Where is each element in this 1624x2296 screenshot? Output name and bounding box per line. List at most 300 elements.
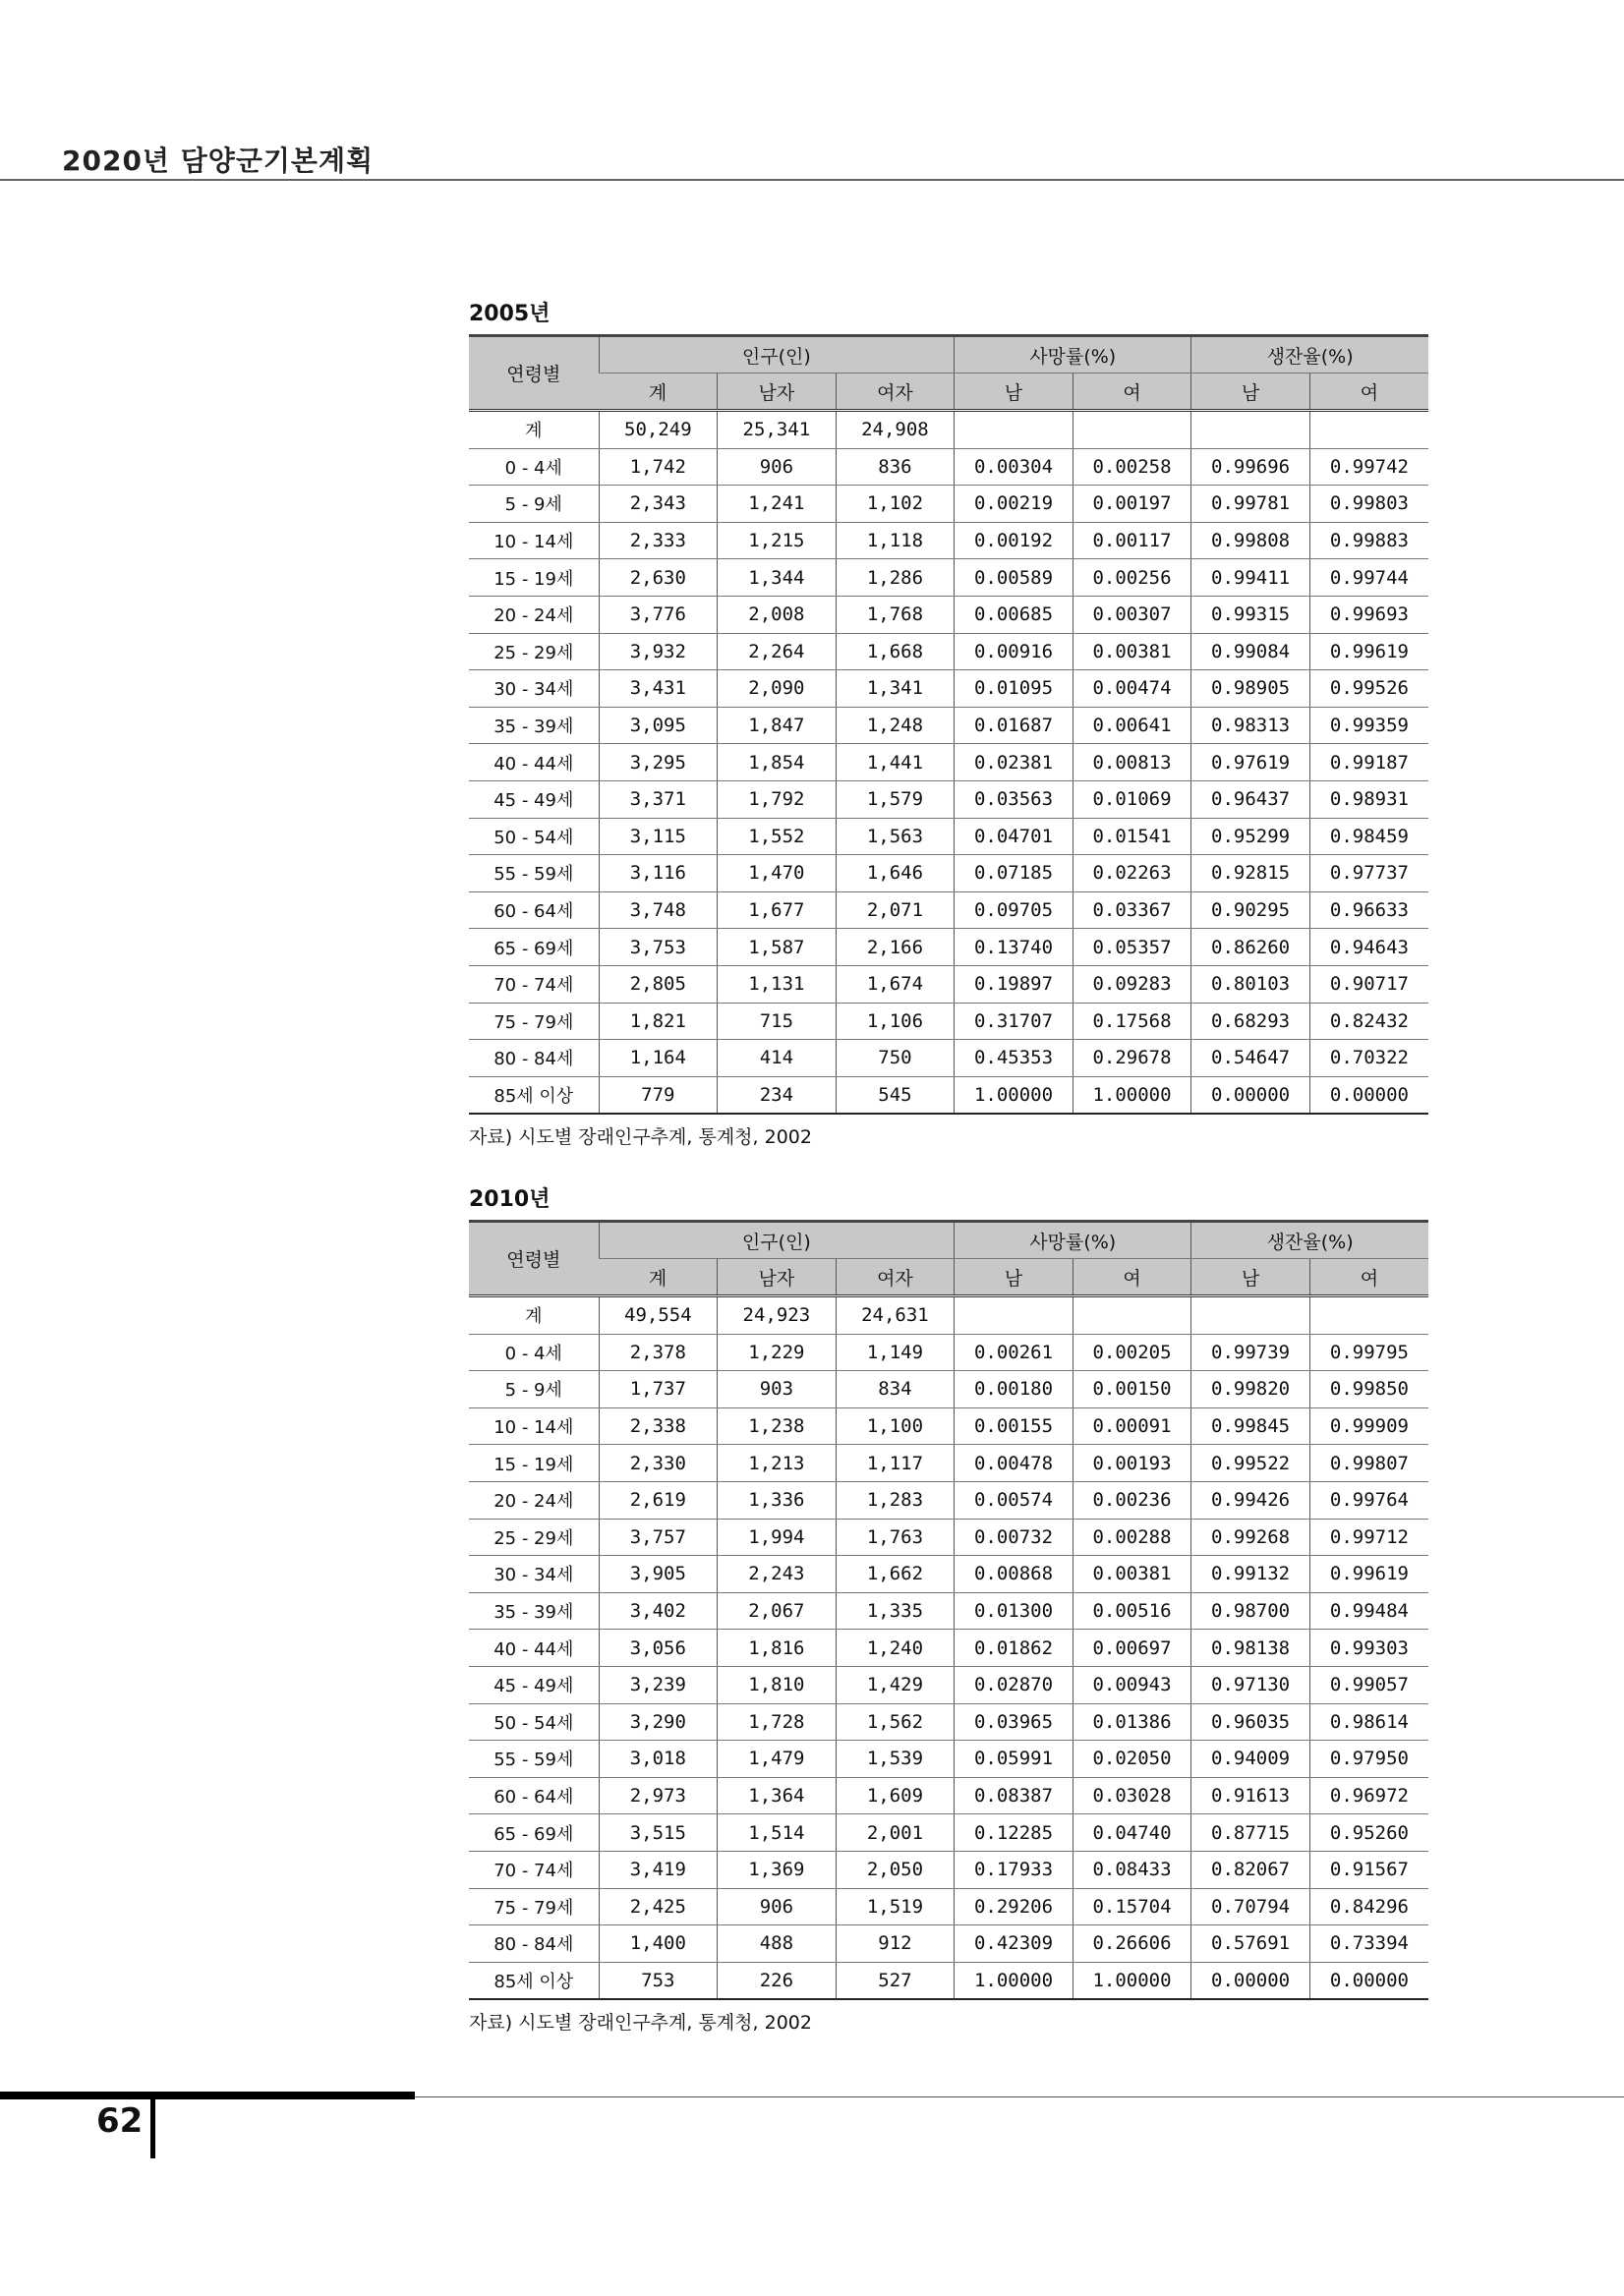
table-cell: 779 — [599, 1076, 718, 1114]
table-cell: 1,674 — [836, 965, 955, 1003]
table-cell: 1,737 — [599, 1371, 718, 1408]
header-divider — [0, 179, 1624, 181]
table-cell: 0.99057 — [1309, 1666, 1428, 1703]
table-cell: 1,441 — [836, 744, 955, 781]
table-cell: 0.99781 — [1191, 486, 1310, 523]
source-note-2005: 자료) 시도별 장래인구추계, 통계청, 2002 — [469, 1126, 812, 1148]
table-cell: 1,816 — [718, 1630, 837, 1667]
table-cell: 0.91613 — [1191, 1777, 1310, 1814]
table-row — [469, 486, 1428, 523]
page-number-divider — [150, 2097, 155, 2158]
table-cell: 1,117 — [836, 1445, 955, 1482]
table-row — [469, 448, 1428, 486]
table-cell: 234 — [718, 1076, 837, 1114]
table-cell: 912 — [836, 1925, 955, 1963]
table-cell: 0.00868 — [955, 1556, 1073, 1593]
age-group-cell: 20 - 24세 — [469, 1481, 599, 1519]
table-cell: 0.00155 — [955, 1407, 1073, 1445]
table-cell: 0.01541 — [1073, 818, 1191, 855]
table-cell: 2,630 — [599, 559, 718, 597]
table-cell: 2,343 — [599, 486, 718, 523]
age-group-cell: 20 - 24세 — [469, 596, 599, 633]
table-cell: 0.00205 — [1073, 1334, 1191, 1371]
table-cell: 3,932 — [599, 633, 718, 670]
table-cell: 0.99850 — [1309, 1371, 1428, 1408]
table-cell: 1.00000 — [1073, 1076, 1191, 1114]
table-cell: 0.00478 — [955, 1445, 1073, 1482]
table-cell: 3,757 — [599, 1519, 718, 1556]
table-cell: 0.05357 — [1073, 929, 1191, 966]
table-cell: 1,335 — [836, 1592, 955, 1630]
table-cell: 906 — [718, 1888, 837, 1925]
table-cell: 906 — [718, 448, 837, 486]
table-cell: 1,238 — [718, 1407, 837, 1445]
table-cell: 0.99742 — [1309, 448, 1428, 486]
table-row — [469, 855, 1428, 892]
table-cell: 0.00091 — [1073, 1407, 1191, 1445]
table-row — [469, 1592, 1428, 1630]
table-cell: 2,338 — [599, 1407, 718, 1445]
table-row — [469, 1814, 1428, 1852]
mortality-female-header: 여 — [1073, 1259, 1191, 1296]
table-cell: 0.00180 — [955, 1371, 1073, 1408]
age-group-cell: 25 - 29세 — [469, 633, 599, 670]
table-cell: 0.13740 — [955, 929, 1073, 966]
table-cell: 0.26606 — [1073, 1925, 1191, 1963]
table-cell: 0.99526 — [1309, 670, 1428, 708]
age-group-cell: 10 - 14세 — [469, 522, 599, 559]
table-cell: 0.98931 — [1309, 780, 1428, 818]
age-group-cell: 10 - 14세 — [469, 1407, 599, 1445]
table-cell: 0.96633 — [1309, 891, 1428, 929]
table-cell: 0.02870 — [955, 1666, 1073, 1703]
table-row — [469, 1741, 1428, 1778]
table-cell: 1,728 — [718, 1703, 837, 1741]
table-row — [469, 707, 1428, 744]
table-cell: 0.80103 — [1191, 965, 1310, 1003]
table-cell: 3,239 — [599, 1666, 718, 1703]
age-group-cell: 75 - 79세 — [469, 1888, 599, 1925]
age-group-cell: 85세 이상 — [469, 1076, 599, 1114]
table-cell: 2,619 — [599, 1481, 718, 1519]
table-cell: 1,854 — [718, 744, 837, 781]
table-cell: 0.82067 — [1191, 1851, 1310, 1888]
survival-male-header: 남 — [1191, 373, 1310, 411]
age-group-cell: 45 - 49세 — [469, 780, 599, 818]
table-cell: 3,371 — [599, 780, 718, 818]
table-cell: 0.99803 — [1309, 486, 1428, 523]
table-cell: 0.00516 — [1073, 1592, 1191, 1630]
table-cell — [1309, 411, 1428, 449]
table-cell: 2,071 — [836, 891, 955, 929]
table-total-row — [469, 1296, 1428, 1335]
table-cell: 0.00589 — [955, 559, 1073, 597]
age-group-cell: 40 - 44세 — [469, 1630, 599, 1667]
survival-group-header: 생잔율(%) — [1191, 1222, 1428, 1259]
table-cell: 1,248 — [836, 707, 955, 744]
table-cell — [1309, 1296, 1428, 1335]
table-cell: 0.02381 — [955, 744, 1073, 781]
table-cell: 1,609 — [836, 1777, 955, 1814]
table-cell: 0.98905 — [1191, 670, 1310, 708]
population-group-header: 인구(인) — [599, 336, 955, 373]
age-group-cell: 30 - 34세 — [469, 1556, 599, 1593]
table-cell: 0.99484 — [1309, 1592, 1428, 1630]
table-row — [469, 1666, 1428, 1703]
table-cell: 3,905 — [599, 1556, 718, 1593]
table-cell: 3,776 — [599, 596, 718, 633]
source-note-2010: 자료) 시도별 장래인구추계, 통계청, 2002 — [469, 2012, 812, 2034]
table-cell: 1,149 — [836, 1334, 955, 1371]
table-cell: 0.99522 — [1191, 1445, 1310, 1482]
table-cell: 0.94643 — [1309, 929, 1428, 966]
table-cell: 1.00000 — [955, 1962, 1073, 1999]
table-row — [469, 596, 1428, 633]
table-cell: 0.99712 — [1309, 1519, 1428, 1556]
table-row — [469, 1481, 1428, 1519]
table-cell: 0.99187 — [1309, 744, 1428, 781]
age-group-cell: 50 - 54세 — [469, 818, 599, 855]
table-cell: 0.98614 — [1309, 1703, 1428, 1741]
table-cell: 0.03028 — [1073, 1777, 1191, 1814]
table-row — [469, 929, 1428, 966]
table-row — [469, 818, 1428, 855]
table-cell: 0.98459 — [1309, 818, 1428, 855]
table-row — [469, 1888, 1428, 1925]
survival-female-header: 여 — [1309, 1259, 1428, 1296]
table-cell: 1,369 — [718, 1851, 837, 1888]
table-cell: 0.05991 — [955, 1741, 1073, 1778]
table-cell: 50,249 — [599, 411, 718, 449]
table-cell: 3,748 — [599, 891, 718, 929]
table-cell: 0.97950 — [1309, 1741, 1428, 1778]
table-cell: 1,400 — [599, 1925, 718, 1963]
table-cell: 0.00000 — [1309, 1076, 1428, 1114]
table-cell — [1073, 411, 1191, 449]
table-row — [469, 1851, 1428, 1888]
table-cell: 24,908 — [836, 411, 955, 449]
total-column-header: 계 — [599, 1259, 718, 1296]
table-cell: 0.99696 — [1191, 448, 1310, 486]
table-row — [469, 1519, 1428, 1556]
table-cell: 1,283 — [836, 1481, 955, 1519]
total-column-header: 계 — [599, 373, 718, 411]
table-row — [469, 1040, 1428, 1077]
age-group-cell: 70 - 74세 — [469, 965, 599, 1003]
survival-group-header: 생잔율(%) — [1191, 336, 1428, 373]
table-cell — [955, 411, 1073, 449]
table-cell: 1,742 — [599, 448, 718, 486]
age-group-cell: 25 - 29세 — [469, 1519, 599, 1556]
table-cell: 0.19897 — [955, 965, 1073, 1003]
table-cell: 1,100 — [836, 1407, 955, 1445]
table-cell: 0.95299 — [1191, 818, 1310, 855]
age-group-cell: 5 - 9세 — [469, 1371, 599, 1408]
age-group-cell: 15 - 19세 — [469, 1445, 599, 1482]
table-cell: 2,166 — [836, 929, 955, 966]
table-cell: 2,001 — [836, 1814, 955, 1852]
table-cell: 0.00258 — [1073, 448, 1191, 486]
table-cell: 0.86260 — [1191, 929, 1310, 966]
table-row — [469, 670, 1428, 708]
table-cell: 0.91567 — [1309, 1851, 1428, 1888]
table-cell: 0.99359 — [1309, 707, 1428, 744]
table-cell: 3,095 — [599, 707, 718, 744]
table-cell: 0.12285 — [955, 1814, 1073, 1852]
age-group-cell: 0 - 4세 — [469, 448, 599, 486]
table-cell: 0.70322 — [1309, 1040, 1428, 1077]
table-cell: 0.96437 — [1191, 780, 1310, 818]
footer-bar — [0, 2092, 415, 2099]
table-cell — [955, 1296, 1073, 1335]
age-column-header: 연령별 — [469, 336, 599, 411]
table-cell: 1.00000 — [955, 1076, 1073, 1114]
table-cell: 1,429 — [836, 1666, 955, 1703]
table-cell: 527 — [836, 1962, 955, 1999]
table-cell: 1,118 — [836, 522, 955, 559]
table-cell: 1,131 — [718, 965, 837, 1003]
table-cell: 1,102 — [836, 486, 955, 523]
table-cell: 0.01300 — [955, 1592, 1073, 1630]
table-cell: 1,514 — [718, 1814, 837, 1852]
table-row — [469, 1630, 1428, 1667]
table-cell: 226 — [718, 1962, 837, 1999]
age-group-cell: 계 — [469, 1296, 599, 1335]
table-cell: 0.99411 — [1191, 559, 1310, 597]
table-row — [469, 1925, 1428, 1963]
mortality-male-header: 남 — [955, 1259, 1073, 1296]
table-cell: 1,563 — [836, 818, 955, 855]
table-row — [469, 744, 1428, 781]
table-cell: 1,579 — [836, 780, 955, 818]
table-cell: 0.07185 — [955, 855, 1073, 892]
table-cell: 1,646 — [836, 855, 955, 892]
table-cell: 0.09705 — [955, 891, 1073, 929]
table-cell: 0.99303 — [1309, 1630, 1428, 1667]
population-group-header: 인구(인) — [599, 1222, 955, 1259]
table-cell: 1,668 — [836, 633, 955, 670]
table-cell: 0.99268 — [1191, 1519, 1310, 1556]
age-group-cell: 0 - 4세 — [469, 1334, 599, 1371]
table-cell: 1,240 — [836, 1630, 955, 1667]
section-title-2010: 2010년 — [469, 1187, 551, 1212]
mortality-group-header: 사망률(%) — [955, 336, 1191, 373]
table-cell: 0.00219 — [955, 486, 1073, 523]
table-cell: 2,973 — [599, 1777, 718, 1814]
table-cell: 1,768 — [836, 596, 955, 633]
table-cell: 0.97619 — [1191, 744, 1310, 781]
table-cell: 1,562 — [836, 1703, 955, 1741]
footer-divider — [415, 2096, 1624, 2097]
table-cell: 0.96972 — [1309, 1777, 1428, 1814]
table-cell: 0.99132 — [1191, 1556, 1310, 1593]
table-cell: 0.45353 — [955, 1040, 1073, 1077]
table-cell: 0.00381 — [1073, 633, 1191, 670]
table-cell: 0.97130 — [1191, 1666, 1310, 1703]
table-cell: 0.94009 — [1191, 1741, 1310, 1778]
age-group-cell: 55 - 59세 — [469, 855, 599, 892]
table-cell: 0.99744 — [1309, 559, 1428, 597]
table-cell: 0.96035 — [1191, 1703, 1310, 1741]
age-group-cell: 65 - 69세 — [469, 1814, 599, 1852]
table-cell: 24,631 — [836, 1296, 955, 1335]
table-cell: 2,050 — [836, 1851, 955, 1888]
table-cell: 0.17568 — [1073, 1003, 1191, 1040]
age-group-cell: 70 - 74세 — [469, 1851, 599, 1888]
age-column-header: 연령별 — [469, 1222, 599, 1296]
table-row — [469, 1703, 1428, 1741]
age-group-cell: 5 - 9세 — [469, 486, 599, 523]
table-cell: 0.99426 — [1191, 1481, 1310, 1519]
table-cell: 25,341 — [718, 411, 837, 449]
table-cell: 3,402 — [599, 1592, 718, 1630]
table-cell: 0.00307 — [1073, 596, 1191, 633]
table-cell: 1,229 — [718, 1334, 837, 1371]
table-cell: 0.09283 — [1073, 965, 1191, 1003]
table-cell: 1,519 — [836, 1888, 955, 1925]
table-cell: 0.29206 — [955, 1888, 1073, 1925]
female-column-header: 여자 — [836, 373, 955, 411]
table-cell: 1,341 — [836, 670, 955, 708]
male-column-header: 남자 — [718, 373, 837, 411]
table-cell: 0.98313 — [1191, 707, 1310, 744]
table-cell — [1191, 1296, 1310, 1335]
table-cell: 0.00474 — [1073, 670, 1191, 708]
age-group-cell: 80 - 84세 — [469, 1925, 599, 1963]
table-cell: 545 — [836, 1076, 955, 1114]
age-group-cell: 60 - 64세 — [469, 891, 599, 929]
table-cell: 1,552 — [718, 818, 837, 855]
table-cell: 0.01069 — [1073, 780, 1191, 818]
table-cell — [1073, 1296, 1191, 1335]
table-cell: 2,425 — [599, 1888, 718, 1925]
table-cell: 0.54647 — [1191, 1040, 1310, 1077]
table-cell: 753 — [599, 1962, 718, 1999]
table-cell: 2,243 — [718, 1556, 837, 1593]
table-row — [469, 1445, 1428, 1482]
table-cell: 1,479 — [718, 1741, 837, 1778]
table-cell: 1,994 — [718, 1519, 837, 1556]
age-group-cell: 30 - 34세 — [469, 670, 599, 708]
table-cell: 0.01862 — [955, 1630, 1073, 1667]
table-cell: 1,763 — [836, 1519, 955, 1556]
table-cell: 0.87715 — [1191, 1814, 1310, 1852]
table-cell: 0.00000 — [1191, 1076, 1310, 1114]
table-cell: 0.31707 — [955, 1003, 1073, 1040]
table-cell: 2,805 — [599, 965, 718, 1003]
table-cell: 2,378 — [599, 1334, 718, 1371]
table-cell: 0.00193 — [1073, 1445, 1191, 1482]
table-cell: 1,336 — [718, 1481, 837, 1519]
table-cell: 0.00685 — [955, 596, 1073, 633]
table-cell: 0.70794 — [1191, 1888, 1310, 1925]
table-cell: 0.00732 — [955, 1519, 1073, 1556]
age-group-cell: 55 - 59세 — [469, 1741, 599, 1778]
table-cell: 1,364 — [718, 1777, 837, 1814]
table-row — [469, 780, 1428, 818]
age-group-cell: 45 - 49세 — [469, 1666, 599, 1703]
table-cell: 1,344 — [718, 559, 837, 597]
age-group-cell: 40 - 44세 — [469, 744, 599, 781]
table-cell: 0.73394 — [1309, 1925, 1428, 1963]
table-cell: 3,116 — [599, 855, 718, 892]
table-cell: 2,090 — [718, 670, 837, 708]
table-cell: 414 — [718, 1040, 837, 1077]
table-row — [469, 1076, 1428, 1114]
table-cell: 1.00000 — [1073, 1962, 1191, 1999]
age-group-cell: 85세 이상 — [469, 1962, 599, 1999]
table-cell: 0.01095 — [955, 670, 1073, 708]
table-cell: 0.99808 — [1191, 522, 1310, 559]
table-cell: 0.97737 — [1309, 855, 1428, 892]
table-cell: 0.00236 — [1073, 1481, 1191, 1519]
section-title-2005: 2005년 — [469, 302, 551, 326]
table-row — [469, 1334, 1428, 1371]
table-cell: 0.00197 — [1073, 486, 1191, 523]
population-table-2005 — [469, 334, 1428, 1115]
table-cell: 0.00697 — [1073, 1630, 1191, 1667]
table-cell: 24,923 — [718, 1296, 837, 1335]
table-cell: 2,008 — [718, 596, 837, 633]
survival-female-header: 여 — [1309, 373, 1428, 411]
table-cell: 0.99909 — [1309, 1407, 1428, 1445]
table-row — [469, 1962, 1428, 1999]
age-group-cell: 15 - 19세 — [469, 559, 599, 597]
table-cell: 0.00574 — [955, 1481, 1073, 1519]
table-cell: 834 — [836, 1371, 955, 1408]
female-column-header: 여자 — [836, 1259, 955, 1296]
table-cell: 488 — [718, 1925, 837, 1963]
table-cell: 49,554 — [599, 1296, 718, 1335]
table-cell: 1,821 — [599, 1003, 718, 1040]
table-cell: 836 — [836, 448, 955, 486]
table-cell: 3,290 — [599, 1703, 718, 1741]
table-total-row — [469, 411, 1428, 449]
table-cell: 0.00288 — [1073, 1519, 1191, 1556]
table-cell: 0.92815 — [1191, 855, 1310, 892]
table-cell: 1,587 — [718, 929, 837, 966]
table-cell: 2,333 — [599, 522, 718, 559]
population-table-2010 — [469, 1220, 1428, 2000]
table-row — [469, 1407, 1428, 1445]
table-cell: 0.99845 — [1191, 1407, 1310, 1445]
table-cell: 1,286 — [836, 559, 955, 597]
table-cell: 0.42309 — [955, 1925, 1073, 1963]
table-cell: 3,056 — [599, 1630, 718, 1667]
age-group-cell: 80 - 84세 — [469, 1040, 599, 1077]
table-cell: 0.00117 — [1073, 522, 1191, 559]
table-cell: 715 — [718, 1003, 837, 1040]
table-cell: 1,164 — [599, 1040, 718, 1077]
table-cell: 0.84296 — [1309, 1888, 1428, 1925]
table-cell — [1191, 411, 1310, 449]
table-cell: 1,662 — [836, 1556, 955, 1593]
table-cell: 0.99883 — [1309, 522, 1428, 559]
table-cell: 0.57691 — [1191, 1925, 1310, 1963]
table-cell: 0.99619 — [1309, 1556, 1428, 1593]
table-row — [469, 1556, 1428, 1593]
table-cell: 0.99739 — [1191, 1334, 1310, 1371]
table-cell: 903 — [718, 1371, 837, 1408]
mortality-group-header: 사망률(%) — [955, 1222, 1191, 1259]
table-cell: 3,515 — [599, 1814, 718, 1852]
survival-male-header: 남 — [1191, 1259, 1310, 1296]
table-cell: 0.02263 — [1073, 855, 1191, 892]
table-cell: 0.03563 — [955, 780, 1073, 818]
table-cell: 0.00943 — [1073, 1666, 1191, 1703]
table-cell: 0.17933 — [955, 1851, 1073, 1888]
age-group-cell: 75 - 79세 — [469, 1003, 599, 1040]
